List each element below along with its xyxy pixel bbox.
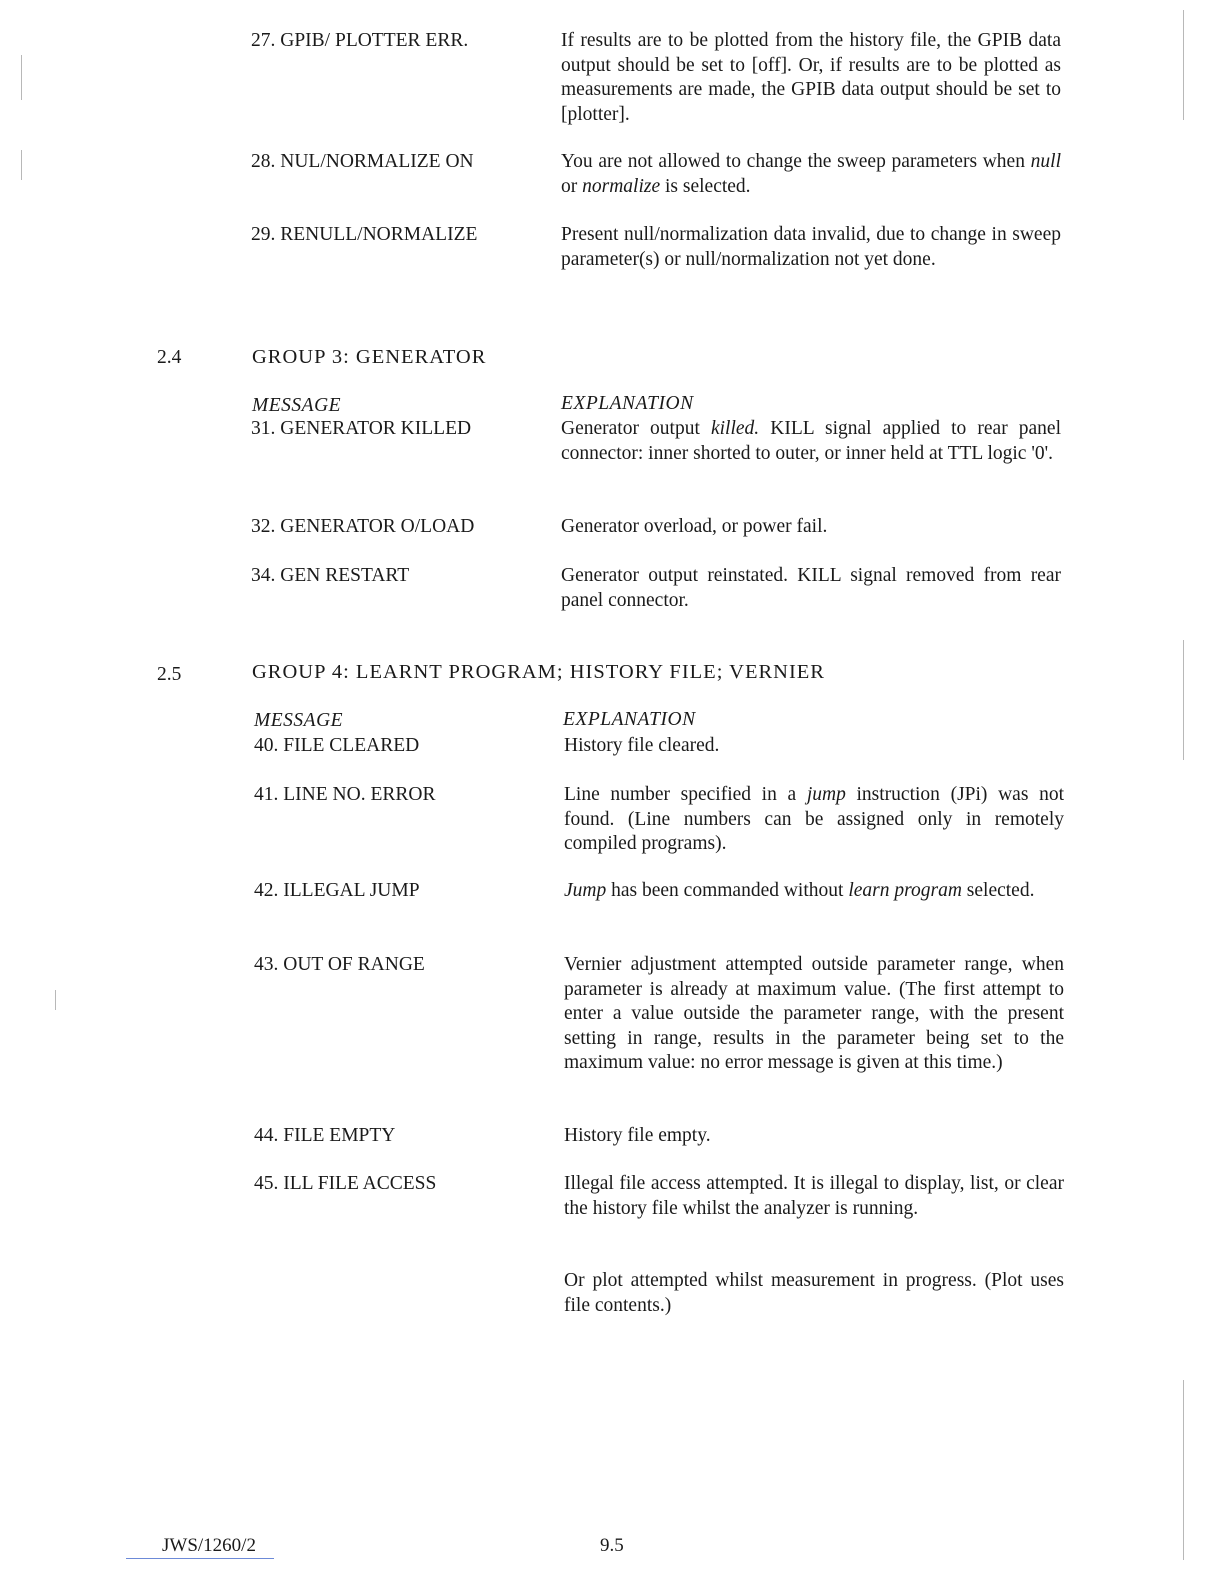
message-code: 40. FILE CLEARED bbox=[254, 735, 420, 756]
footer-doc-ref: JWS/1260/2 bbox=[162, 1535, 256, 1556]
message-code: 28. NUL/NORMALIZE ON bbox=[251, 151, 474, 172]
emphasis-text: jump bbox=[806, 784, 846, 805]
message-code: 43. OUT OF RANGE bbox=[254, 954, 425, 975]
message-explanation: History file empty. bbox=[564, 1125, 711, 1146]
message-code: 32. GENERATOR O/LOAD bbox=[251, 516, 475, 537]
column-header-explanation: EXPLANATION bbox=[563, 709, 696, 730]
message-explanation: Present null/normalization data invalid, due to change in sweep parameter(s) or null/normalization not yet done. bbox=[561, 224, 1061, 270]
scan-artifact bbox=[21, 150, 22, 180]
section-title: GROUP 3: GENERATOR bbox=[252, 346, 487, 368]
scan-artifact bbox=[21, 55, 22, 100]
message-explanation-continued: Or plot attempted whilst measurement in progress. (Plot uses file contents.) bbox=[564, 1270, 1064, 1316]
message-code: 44. FILE EMPTY bbox=[254, 1125, 396, 1146]
message-explanation: You are not allowed to change the sweep parameters when null or normalize is selected. bbox=[561, 151, 1061, 197]
footer-page-number: 9.5 bbox=[600, 1535, 624, 1556]
column-header-explanation: EXPLANATION bbox=[561, 393, 694, 414]
section-number: 2.4 bbox=[157, 347, 182, 368]
message-code: 29. RENULL/NORMALIZE bbox=[251, 224, 478, 245]
message-explanation: Illegal file access attempted. It is illegal to display, list, or clear the history file whilst the analyzer is running. bbox=[564, 1173, 1064, 1219]
emphasis-text: learn program bbox=[848, 880, 962, 901]
emphasis-text: Jump bbox=[564, 880, 607, 901]
column-header-message: MESSAGE bbox=[252, 395, 342, 416]
message-explanation: Jump has been commanded without learn program selected. bbox=[564, 880, 1035, 901]
scan-artifact bbox=[1183, 10, 1184, 120]
scan-artifact bbox=[1183, 1380, 1184, 1560]
message-code: 34. GEN RESTART bbox=[251, 565, 410, 586]
emphasis-text: null bbox=[1030, 151, 1061, 172]
message-explanation: Line number specified in a jump instruction (JPi) was not found. (Line numbers can be assigned only in remotely compiled programs). bbox=[564, 784, 1064, 854]
scan-artifact bbox=[1183, 640, 1184, 760]
message-code: 31. GENERATOR KILLED bbox=[251, 418, 472, 439]
message-explanation: Generator output killed. KILL signal applied to rear panel connector: inner shorted to outer, or inner held at TTL logic '0'. bbox=[561, 418, 1061, 464]
section-title: GROUP 4: LEARNT PROGRAM; HISTORY FILE; VERNIER bbox=[252, 661, 825, 683]
section-number: 2.5 bbox=[157, 664, 182, 685]
message-code: 41. LINE NO. ERROR bbox=[254, 784, 436, 805]
message-code: 42. ILLEGAL JUMP bbox=[254, 880, 420, 901]
message-explanation: Vernier adjustment attempted outside parameter range, when parameter is already at maximum value. (The first attempt to enter a value outside the parameter range, with the present setting in range, results in the parameter being set to the maximum value: no error message is given at this time.) bbox=[564, 954, 1064, 1073]
column-header-message: MESSAGE bbox=[254, 710, 344, 731]
message-code: 45. ILL FILE ACCESS bbox=[254, 1173, 437, 1194]
message-explanation: Generator output reinstated. KILL signal removed from rear panel connector. bbox=[561, 565, 1061, 611]
message-code: 27. GPIB/ PLOTTER ERR. bbox=[251, 30, 469, 51]
message-explanation: Generator overload, or power fail. bbox=[561, 516, 828, 537]
message-explanation: History file cleared. bbox=[564, 735, 720, 756]
footer-underline bbox=[126, 1558, 274, 1559]
scan-artifact bbox=[55, 990, 56, 1010]
emphasis-text: killed. bbox=[710, 418, 760, 439]
emphasis-text: normalize bbox=[582, 175, 661, 197]
message-explanation: If results are to be plotted from the history file, the GPIB data output should be set to [off]. Or, if results are to be plotted as measurements are made, the GPIB data output should be set to [plotter]. bbox=[561, 30, 1061, 125]
